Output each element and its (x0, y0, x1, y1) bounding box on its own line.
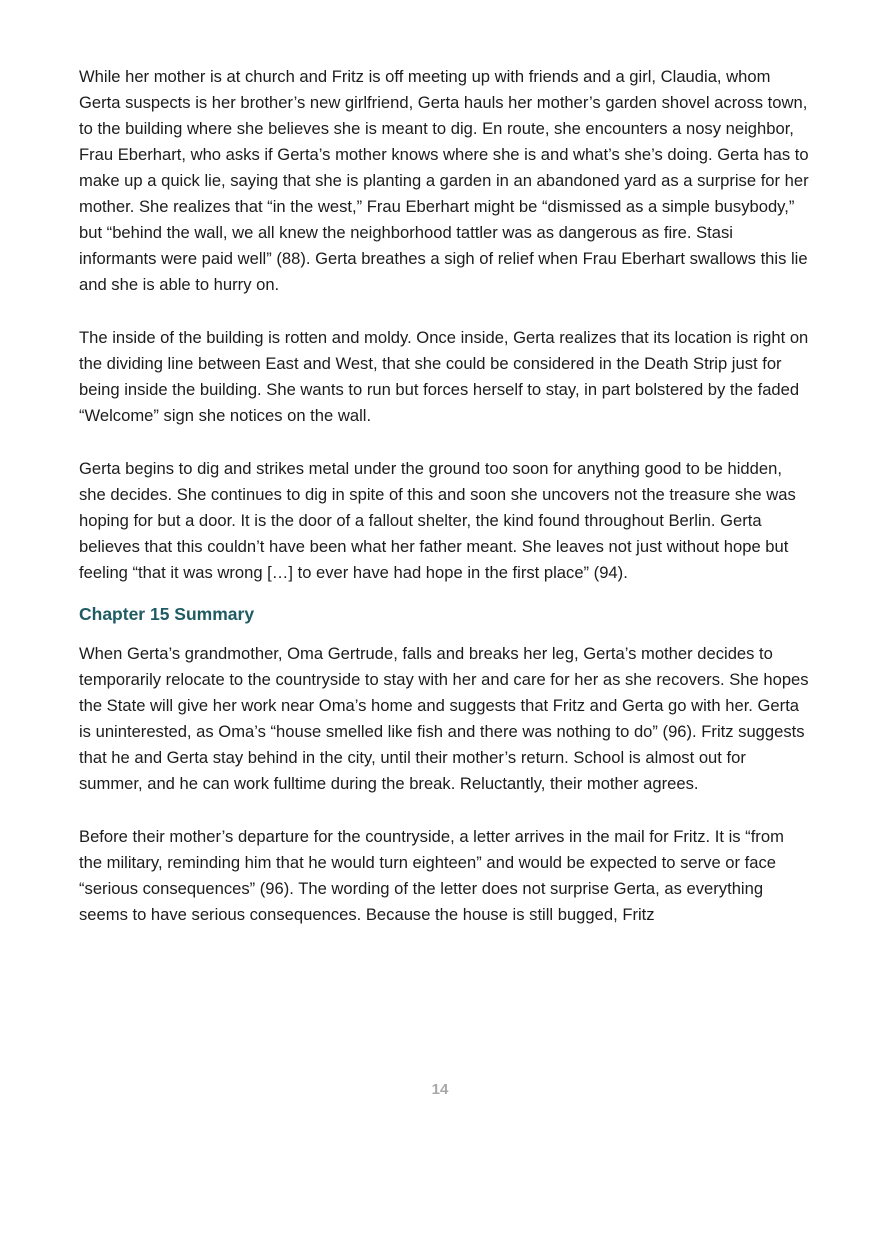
paragraph: Before their mother’s departure for the countryside, a letter arrives in the mail for Fritz. It is “from the military, reminding him that he would turn eighteen” and would be expected to serve or face “serious consequences” (96). The wording of the letter does not surprise Gerta, as everything seems to have serious consequences. Because the house is still bugged, Fritz (79, 827, 784, 924)
paragraph: When Gerta’s grandmother, Oma Gertrude, falls and breaks her leg, Gerta’s mother decides to temporarily relocate to the countryside to stay with her and care for her as she recovers. She hopes the State will give her work near Oma’s home and suggests that Fritz and Gerta go with her. Gerta is uninterested, as Oma’s “house smelled like fish and there was nothing to do” (96). Fritz suggests that he and Gerta stay behind in the city, until their mother’s return. School is almost out for summer, and he can work fulltime during the break. Reluctantly, their mother agrees. (79, 644, 809, 793)
section-heading: Chapter 15 Summary (79, 604, 255, 624)
paragraph: While her mother is at church and Fritz is off meeting up with friends and a girl, Claudia, whom Gerta suspects is her brother’s new girlfriend, Gerta hauls her mother’s garden shovel across town, to the building where she believes she is meant to dig. En route, she encounters a nosy neighbor, Frau Eberhart, who asks if Gerta’s mother knows where she is and what’s she’s doing. Gerta has to make up a quick lie, saying that she is planting a garden in an abandoned yard as a surprise for her mother. She realizes that “in the west,” Frau Eberhart might be “dismissed as a simple busybody,” but “behind the wall, we all knew the neighborhood tattler was as dangerous as fire. Stasi informants were paid well” (88). Gerta breathes a sigh of relief when Frau Eberhart swallows this lie and she is able to hurry on. (79, 67, 809, 294)
paragraph: Gerta begins to dig and strikes metal under the ground too soon for anything good to be hidden, she decides. She continues to dig in spite of this and soon she uncovers not the treasure she was hoping for but a door. It is the door of a fallout shelter, the kind found throughout Berlin. Gerta believes that this couldn’t have been what her father meant. She leaves not just without hope but feeling “that it was wrong […] to ever have had hope in the first place” (94). (79, 459, 796, 582)
page-content (79, 64, 810, 955)
paragraph: The inside of the building is rotten and moldy. Once inside, Gerta realizes that its location is right on the dividing line between East and West, that she could be considered in the Death Strip just for being inside the building. She wants to run but forces herself to stay, in part bolstered by the faded “Welcome” sign she notices on the wall. (79, 328, 809, 425)
page-number: 14 (431, 1081, 449, 1098)
